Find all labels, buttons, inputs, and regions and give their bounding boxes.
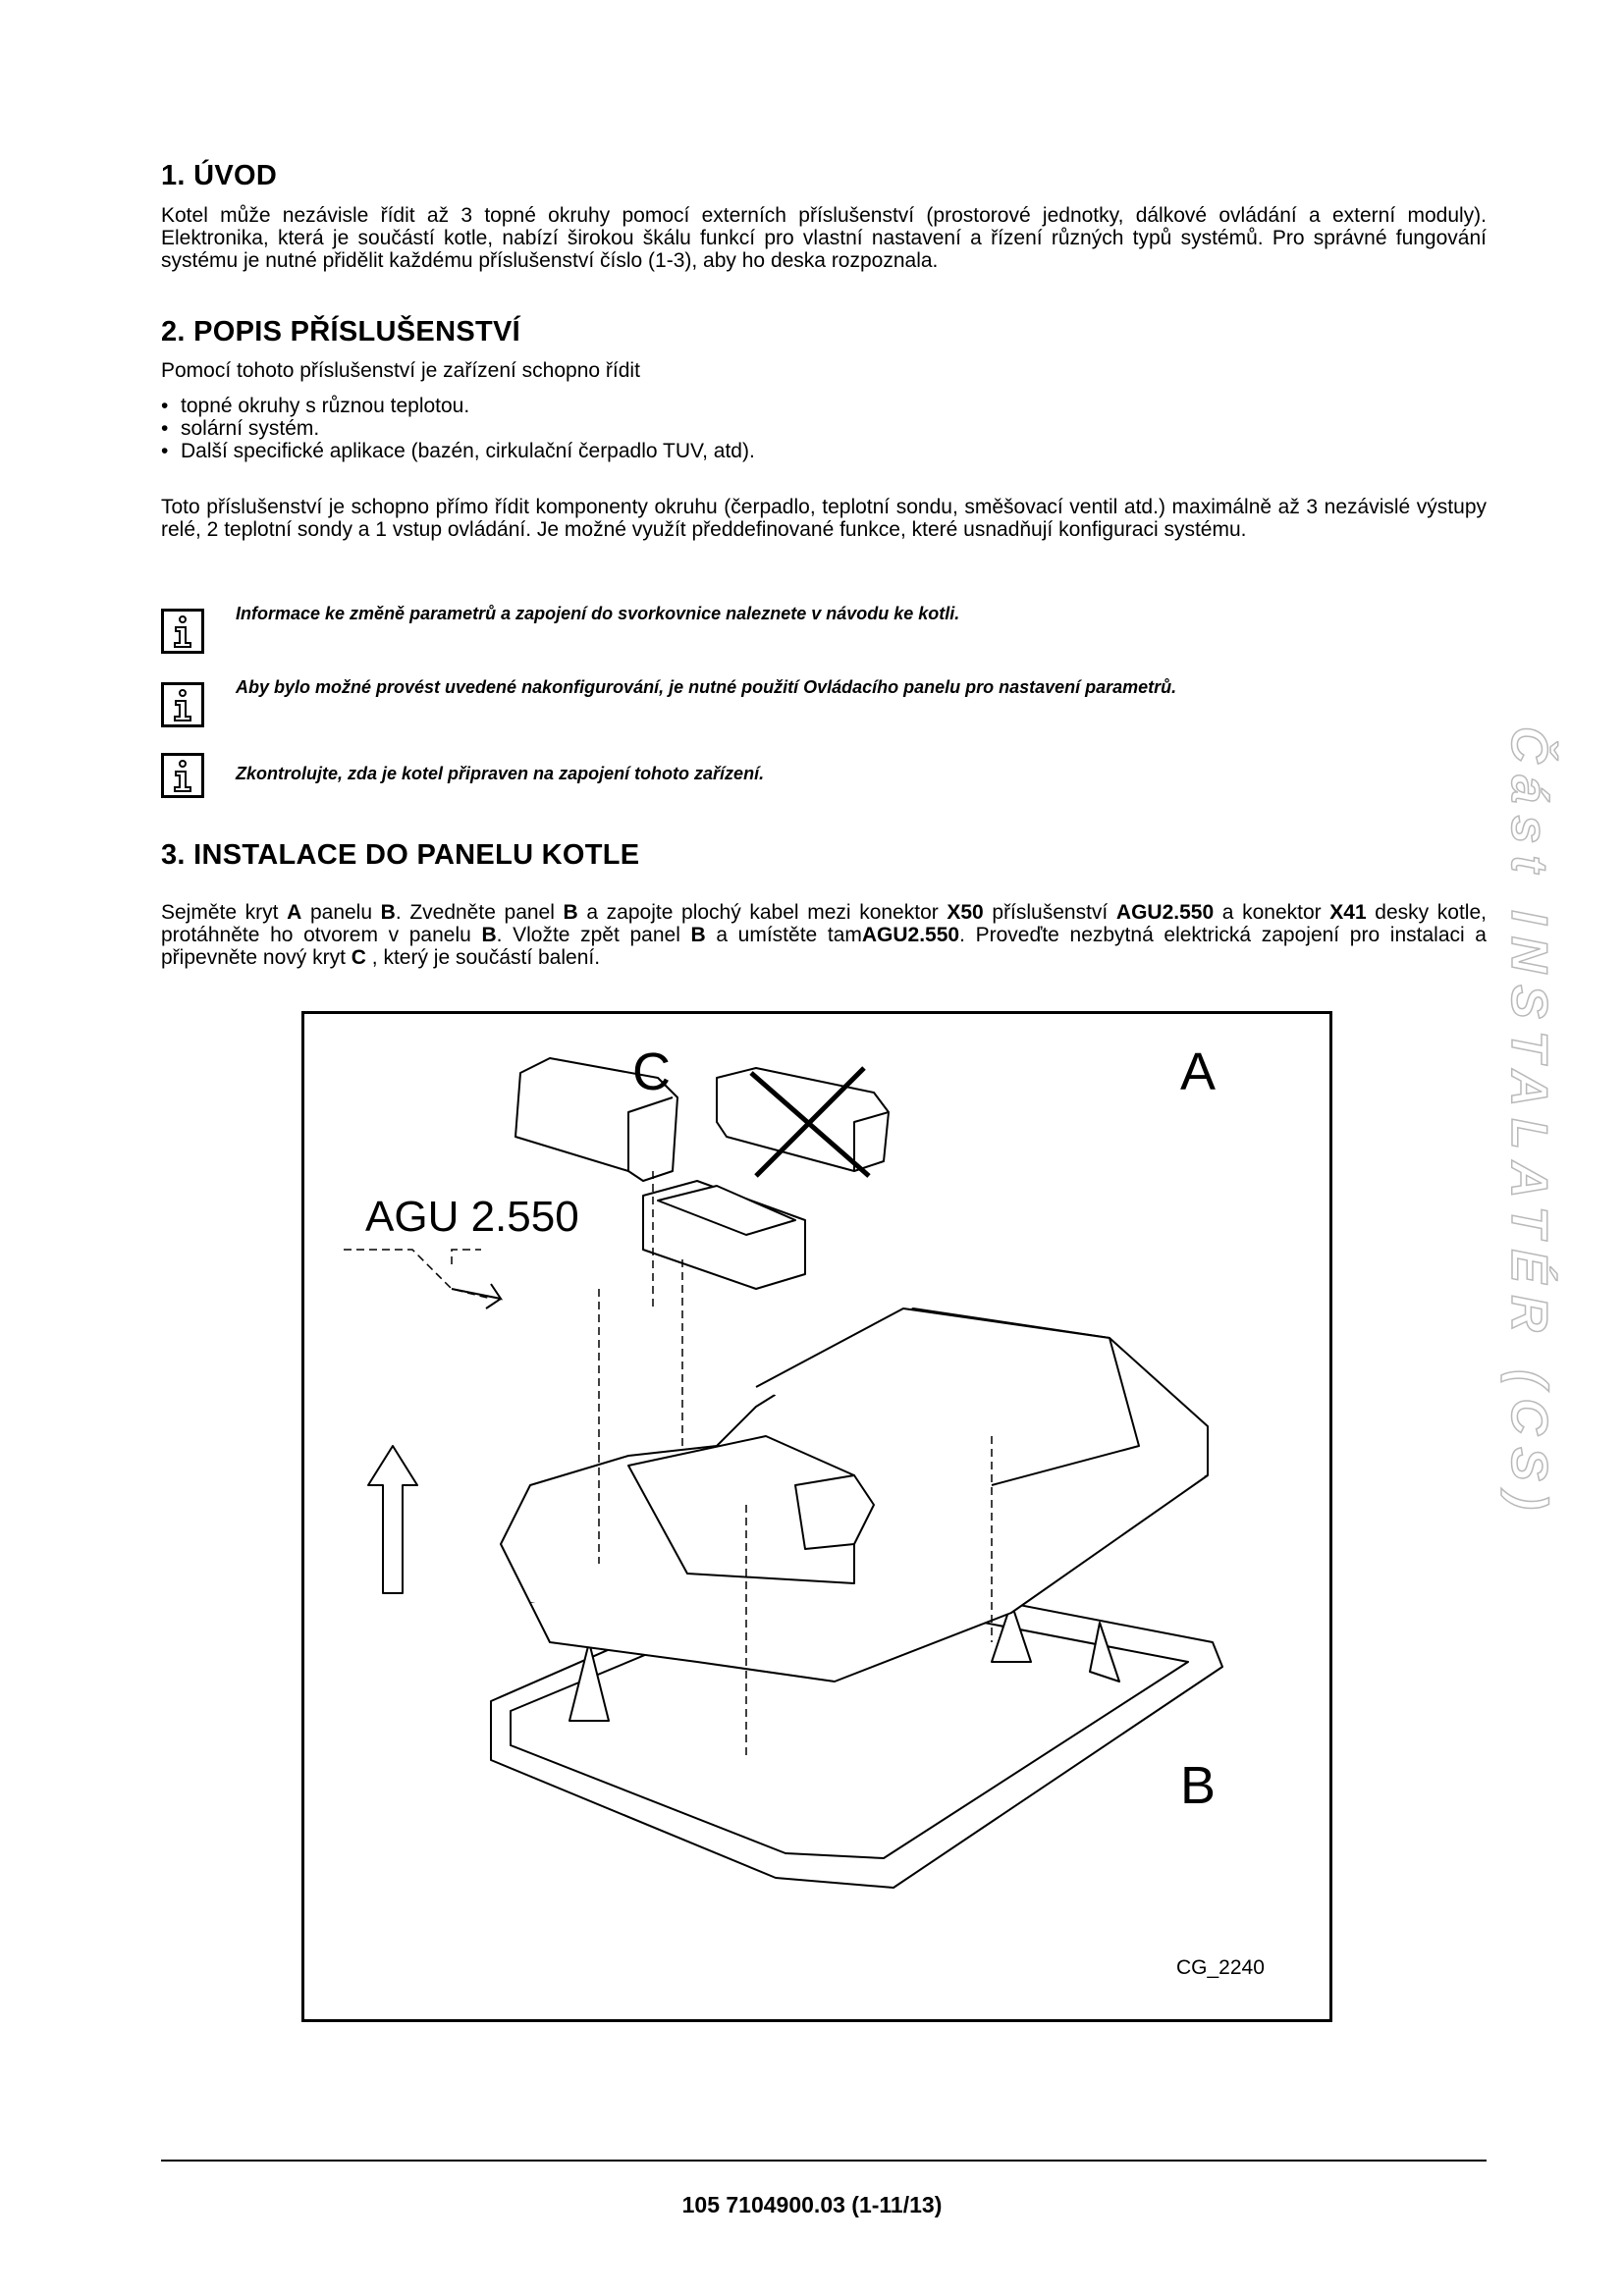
footer-divider — [161, 2160, 1487, 2162]
section-title-popis: 2. POPIS PŘÍSLUŠENSTVÍ — [161, 316, 520, 347]
footer-document-number: 105 7104900.03 (1-11/13) — [681, 2192, 943, 2217]
installation-figure — [301, 1011, 1332, 2022]
installation-drawing — [304, 1014, 1329, 2019]
label-agu: AGU 2.550 — [365, 1193, 579, 1241]
list-item: • solární systém. — [161, 417, 1487, 440]
info-icon — [161, 609, 204, 654]
list-item: • Další specifické aplikace (bazén, cirkulační čerpadlo TUV, atd). — [161, 440, 1487, 462]
section-title-uvod: 1. ÚVOD — [161, 160, 278, 191]
uvod-paragraph: Kotel může nezávisle řídit až 3 topné okruhy pomocí externích příslušenství (prostorové jednotky, dálkové ovládání a externí moduly). Elektronika, která je součástí kotle, nabízí širokou škálu funkcí pro vlastní nastavení a řízení různých typů systémů. Pro správné fungování systému je nutné přidělit každému příslušenství číslo (1-3), aby ho deska rozpoznala. — [161, 204, 1487, 272]
side-label-text: Část INSTALATÉR (CS) — [1500, 726, 1557, 1522]
info-icon — [161, 753, 204, 798]
info-icon — [161, 682, 204, 727]
info-note-1: Informace ke změně parametrů a zapojení do svorkovnice naleznete v návodu ke kotli. — [236, 604, 960, 623]
section-title-instalace: 3. INSTALACE DO PANELU KOTLE — [161, 839, 640, 871]
figure-code: CG_2240 — [1176, 1956, 1265, 1979]
popis-intro: Pomocí tohoto příslušenství je zařízení schopno řídit — [161, 359, 640, 382]
popis-bullet-list — [161, 395, 1487, 462]
list-item: • topné okruhy s různou teplotou. — [161, 395, 1487, 417]
label-cover-a: A — [1180, 1042, 1217, 1101]
popis-paragraph: Toto příslušenství je schopno přímo řídit komponenty okruhu (čerpadlo, teplotní sondu, směšovací ventil atd.) maximálně až 3 nezávislé výstupy relé, 2 teplotní sondy a 1 vstup ovládání. Je možné využít předdefinované funkce, které usnadňují konfiguraci systému. — [161, 496, 1487, 541]
side-section-label — [1473, 726, 1557, 1649]
label-panel-b: B — [1180, 1756, 1217, 1815]
info-note-3: Zkontrolujte, zda je kotel připraven na zapojení tohoto zařízení. — [236, 764, 765, 783]
info-note-2: Aby bylo možné provést uvedené nakonfigurování, je nutné použití Ovládacího panelu pro nastavení parametrů. — [236, 677, 1177, 697]
instalace-paragraph: Sejměte kryt A panelu B. Zvedněte panel B a zapojte plochý kabel mezi konektor X50 příslušenství AGU2.550 a konektor X41 desky kotle, protáhněte ho otvorem v panelu B. Vložte zpět panel B a umístěte tamAGU2.550. Proveďte nezbytná elektrická zapojení pro instalaci a připevněte nový kryt C , který je součástí balení. — [161, 901, 1487, 969]
label-cover-c: C — [632, 1042, 671, 1101]
